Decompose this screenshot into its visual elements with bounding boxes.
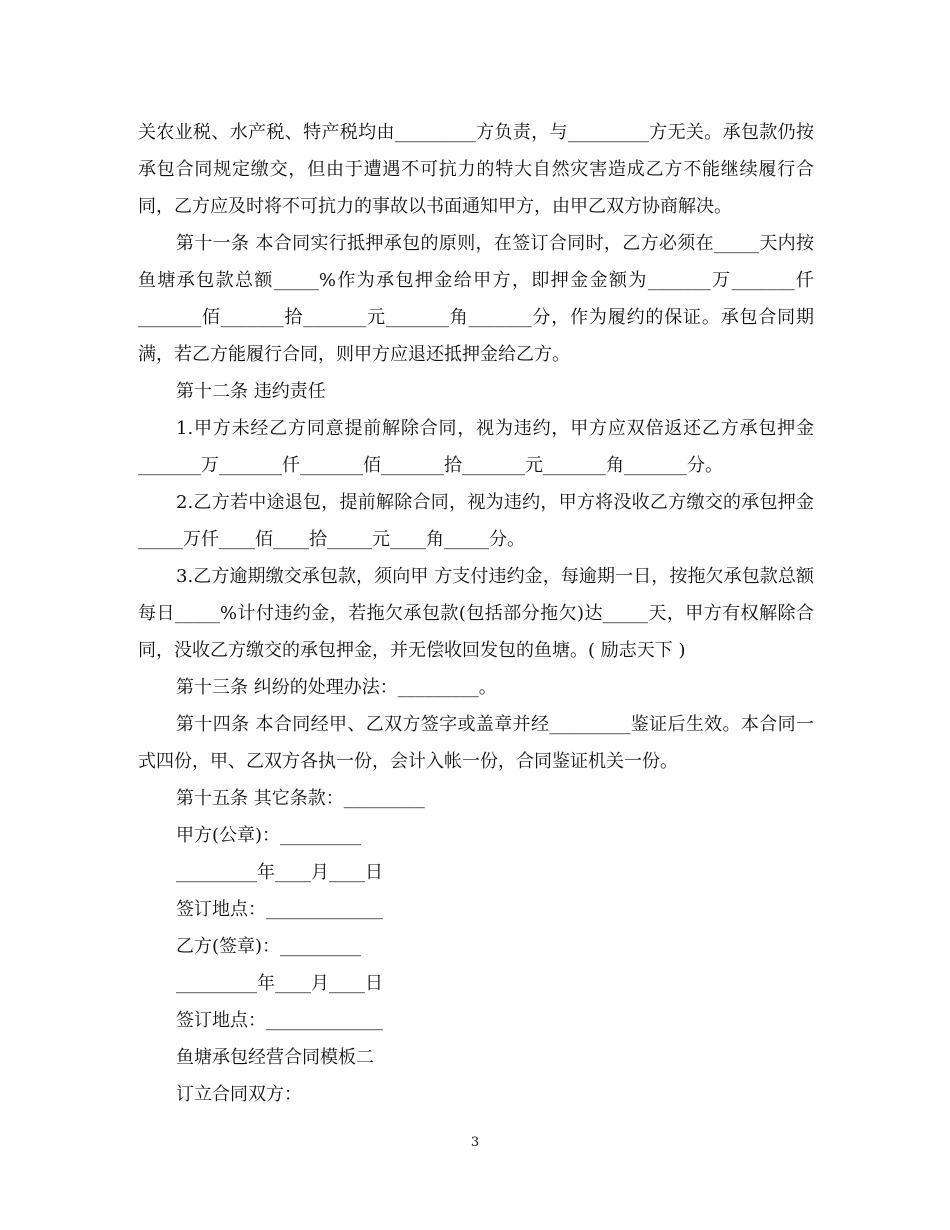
paragraph-article-15: 第十五条 其它条款：_________ — [176, 788, 425, 809]
party-b-location-line: 签订地点：_____________ — [176, 1010, 383, 1031]
paragraph-tax-liability: 关农业税、水产税、特产税均由_________方负责，与_________方无关。承包款仍按承包合同规定缴交，但由于遭遇不可抗力的特大自然灾害造成乙方不能继续履行合同，乙方应及时将不可抗力的事故以书面通知甲方，由甲乙双方协商解决。 — [138, 122, 814, 217]
paragraph-article-14: 第十四条 本合同经甲、乙双方签字或盖章并经_________鉴证后生效。本合同一式四份，甲、乙双方各执一份，会计入帐一份，合同鉴证机关一份。 — [138, 714, 814, 772]
party-a-date-line: _________年____月____日 — [176, 862, 383, 883]
template-two-title: 鱼塘承包经营合同模板二 — [176, 1047, 374, 1068]
paragraph-breach-party-b-withdrawal: 2.乙方若中途退包，提前解除合同，视为违约，甲方将没收乙方缴交的承包押金_____万仟____佰____拾_____元____角_____分。 — [138, 492, 814, 550]
contracting-parties-label: 订立合同双方： — [176, 1084, 302, 1105]
page-number: 3 — [470, 1135, 480, 1150]
party-b-seal-line: 乙方(签章)：_________ — [176, 936, 362, 957]
paragraph-article-13: 第十三条 纠纷的处理办法：_________。 — [176, 677, 497, 698]
party-a-location-line: 签订地点：_____________ — [176, 899, 383, 920]
party-a-seal-line: 甲方(公章)：_________ — [176, 825, 362, 846]
paragraph-article-12-heading: 第十二条 违约责任 — [176, 381, 326, 402]
paragraph-breach-party-b-late-payment: 3.乙方逾期缴交承包款，须向甲 方支付违约金，每逾期一日，按拖欠承包款总额每日_____%计付违约金，若拖欠承包款(包括部分拖欠)达_____天，甲方有权解除合同，没收乙方缴交的承包押金，并无偿收回发包的鱼塘。( 励志天下 ) — [138, 566, 814, 661]
paragraph-breach-party-a: 1.甲方未经乙方同意提前解除合同，视为违约，甲方应双倍返还乙方承包押金_______万_______仟_______佰_______拾_______元_______角_______分。 — [138, 418, 814, 476]
paragraph-article-11: 第十一条 本合同实行抵押承包的原则，在签订合同时，乙方必须在_____天内按鱼塘承包款总额_____%作为承包押金给甲方，即押金金额为_______万_______仟_______佰_______拾_______元_______角_______分，作为履约的保证。承包合同期满，若乙方能履行合同，则甲方应退还抵押金给乙方。 — [138, 233, 814, 365]
contract-body — [138, 114, 814, 1113]
party-b-date-line: _________年____月____日 — [176, 973, 383, 994]
